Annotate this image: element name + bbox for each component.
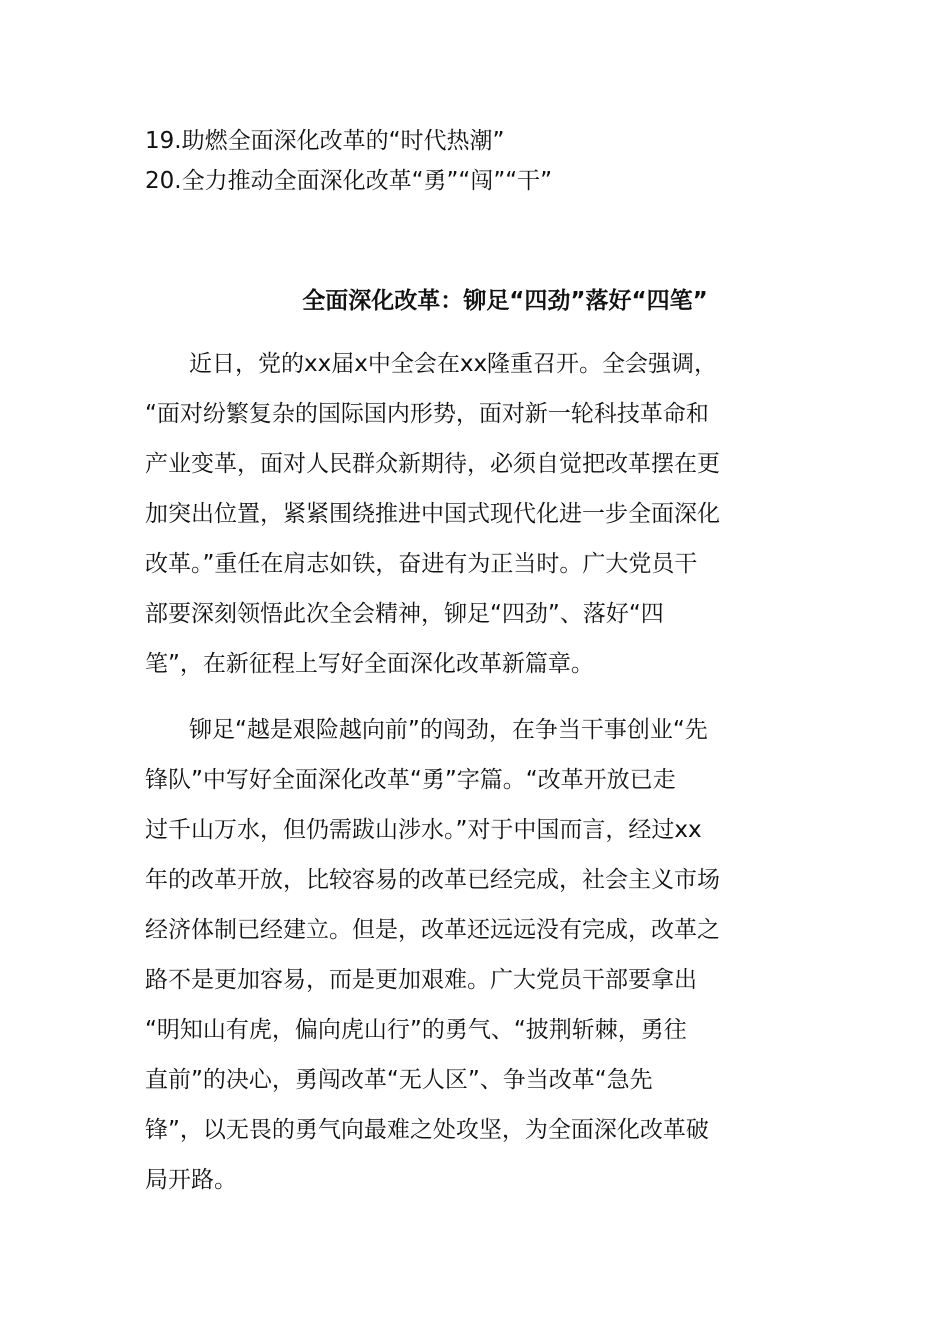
paragraph-line: 笔”，在新征程上写好全面深化改革新篇章。 — [145, 651, 594, 677]
article-title: 全面深化改革：铆足“四劲”落好“四笔” — [302, 288, 708, 314]
paragraph-1 — [145, 339, 805, 689]
paragraph-line: 局开路。 — [145, 1167, 237, 1193]
paragraph-line: 年的改革开放，比较容易的改革已经完成，社会主义市场 — [145, 867, 720, 893]
paragraph-line: 改革。”重任在肩志如铁，奋进有为正当时。广大党员干 — [145, 551, 698, 577]
paragraph-line: 锋队”中写好全面深化改革“勇”字篇。“改革开放已走 — [145, 767, 676, 793]
list-item: 20.全力推动全面深化改革“勇”“闯”“干” — [145, 168, 553, 194]
paragraph-line: 路不是更加容易，而是更加艰难。广大党员干部要拿出 — [145, 967, 697, 993]
paragraph-line: “面对纷繁复杂的国际国内形势，面对新一轮科技革命和 — [145, 401, 709, 427]
paragraph-line: “明知山有虎，偏向虎山行”的勇气、“披荆斩棘，勇往 — [145, 1017, 687, 1043]
paragraph-line: 铆足“越是艰险越向前”的闯劲，在争当干事创业“先 — [189, 717, 708, 743]
paragraph-2 — [145, 705, 805, 1205]
paragraph-line: 近日，党的xx届x中全会在xx隆重召开。全会强调， — [189, 351, 718, 377]
paragraph-line: 过千山万水，但仍需跋山涉水。”对于中国而言，经过xx — [145, 817, 702, 843]
paragraph-line: 加突出位置，紧紧围绕推进中国式现代化进一步全面深化 — [145, 501, 720, 527]
paragraph-line: 直前”的决心，勇闯改革“无人区”、争当改革“急先 — [145, 1067, 653, 1093]
paragraph-line: 锋”，以无畏的勇气向最难之处攻坚，为全面深化改革破 — [145, 1117, 709, 1143]
list-item: 19.助燃全面深化改革的“时代热潮” — [145, 128, 505, 154]
related-list — [145, 121, 825, 201]
paragraph-line: 经济体制已经建立。但是，改革还远远没有完成，改革之 — [145, 917, 720, 943]
paragraph-line: 产业变革，面对人民群众新期待，必须自觉把改革摆在更 — [145, 451, 720, 477]
paragraph-line: 部要深刻领悟此次全会精神，铆足“四劲”、落好“四 — [145, 601, 664, 627]
